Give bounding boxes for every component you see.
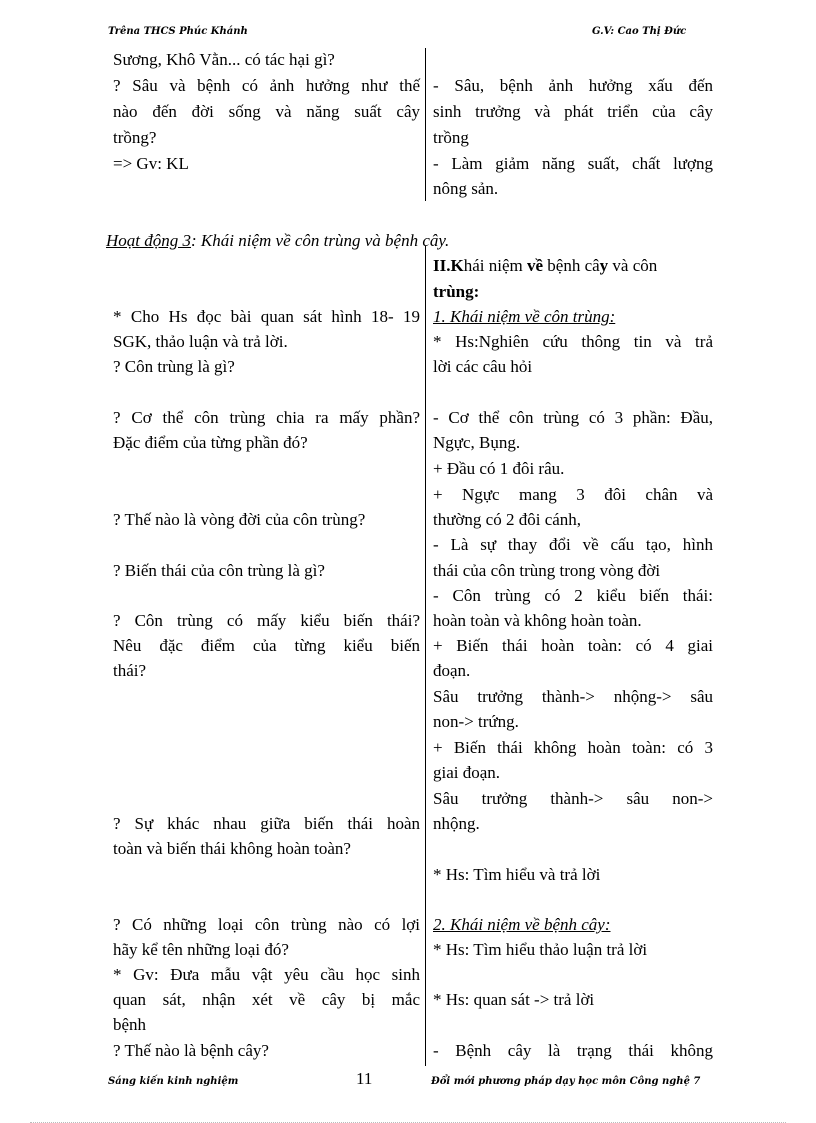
right-line-19: Sâu trưởng thành-> sâu non->	[433, 789, 713, 808]
right-line-9: - Là sự thay đổi về cấu tạo, hình	[433, 535, 713, 554]
left-line-16: quan sát, nhận xét về cây bị mắc	[113, 990, 420, 1009]
right-line-25: - Bệnh cây là trạng thái không	[433, 1041, 713, 1060]
right-line-13: + Biến thái hoàn toàn: có 4 giai	[433, 636, 713, 655]
left-line-12: toàn và biến thái không hoàn toàn?	[113, 839, 351, 858]
left-line-7: ? Biến thái của côn trùng là gì?	[113, 561, 325, 580]
right-line-7: + Ngực mang 3 đôi chân và	[433, 485, 713, 504]
left-line-5: Đặc điểm của từng phần đó?	[113, 433, 308, 452]
left-line-15: * Gv: Đưa mẫu vật yêu cầu học sinh	[113, 965, 420, 984]
footer-left: Sáng kiến kinh nghiệm	[108, 1076, 239, 1087]
right-line-4: - Cơ thể côn trùng có 3 phần: Đầu,	[433, 408, 713, 427]
top-left-line-1: Sương, Khô Vằn... có tác hại gì?	[113, 50, 335, 69]
column-divider-main	[425, 246, 426, 1066]
top-right-line-2: sinh trưởng và phát triển của cây	[433, 102, 713, 121]
activity-heading	[106, 228, 449, 253]
top-left-line-5: => Gv: KL	[113, 154, 189, 173]
section-title-text3: và côn	[608, 256, 658, 275]
right-line-5: Ngực, Bụng.	[433, 433, 521, 452]
right-line-18: giai đoạn.	[433, 763, 501, 782]
subheading-plant-disease: 2. Khái niệm về bệnh cây:	[433, 915, 611, 934]
footer-right: Đổi mới phương pháp dạy học môn Công nghệ 7	[431, 1076, 701, 1087]
activity-label: Hoạt động 3	[106, 231, 191, 250]
right-line-11: - Côn trùng có 2 kiểu biến thái:	[433, 586, 713, 605]
right-line-6: + Đầu có 1 đôi râu.	[433, 459, 565, 478]
left-line-2: SGK, thảo luận và trả lời.	[113, 332, 288, 351]
left-line-9: Nêu đặc điểm của từng kiểu biến	[113, 636, 420, 655]
top-left-line-3: nào đến đời sống và năng suất cây	[113, 102, 420, 121]
right-line-16: non-> trứng.	[433, 712, 519, 731]
right-line-10: thái của côn trùng trong vòng đời	[433, 561, 661, 580]
top-left-line-4: trồng?	[113, 128, 157, 147]
section-title-text2: bệnh câ	[543, 256, 600, 275]
right-line-20: nhộng.	[433, 814, 480, 833]
left-line-13: ? Có những loại côn trùng nào có lợi	[113, 915, 420, 934]
right-line-14: đoạn.	[433, 661, 471, 680]
right-line-24: * Hs: quan sát -> trả lời	[433, 990, 595, 1009]
right-line-12: hoàn toàn và không hoàn toàn.	[433, 611, 642, 630]
right-line-23: * Hs: Tìm hiểu thảo luận trả lời	[433, 940, 648, 959]
section-title-prefix: II.K	[433, 256, 464, 275]
right-line-3: lời các câu hỏi	[433, 357, 533, 376]
header-school: Trêna THCS Phúc Khánh	[108, 26, 248, 37]
column-divider-top	[425, 48, 426, 201]
left-line-4: ? Cơ thể côn trùng chia ra mấy phần?	[113, 408, 420, 427]
subheading-insects: 1. Khái niệm về côn trùng:	[433, 307, 616, 326]
left-line-1: * Cho Hs đọc bài quan sát hình 18- 19	[113, 307, 420, 326]
right-line-15: Sâu trưởng thành-> nhộng-> sâu	[433, 687, 713, 706]
section-title-bold2: y	[599, 256, 609, 275]
top-right-line-4: - Làm giảm năng suất, chất lượng	[433, 154, 713, 173]
header-teacher: G.V: Cao Thị Đức	[592, 26, 687, 37]
right-line-17: + Biến thái không hoàn toàn: có 3	[433, 738, 713, 757]
right-line-2: * Hs:Nghiên cứu thông tin và trả	[433, 332, 713, 351]
activity-text: : Khái niệm về côn trùng và bệnh cây.	[191, 231, 450, 250]
top-right-line-5: nông sản.	[433, 179, 499, 198]
left-line-14: hãy kể tên những loại đó?	[113, 940, 289, 959]
left-line-17: bệnh	[113, 1015, 147, 1034]
top-right-line-1: - Sâu, bệnh ảnh hưởng xấu đến	[433, 76, 713, 95]
left-line-18: ? Thế nào là bệnh cây?	[113, 1041, 269, 1060]
right-line-21: * Hs: Tìm hiểu và trả lời	[433, 865, 601, 884]
section-title-text: hái niệm	[463, 256, 527, 275]
left-line-8: ? Côn trùng có mấy kiểu biến thái?	[113, 611, 420, 630]
top-right-line-3: trồng	[433, 128, 469, 147]
left-line-6: ? Thế nào là vòng đời của côn trùng?	[113, 510, 366, 529]
section-title-bold1: về	[526, 256, 544, 275]
left-line-11: ? Sự khác nhau giữa biến thái hoàn	[113, 814, 420, 833]
section-title	[433, 253, 657, 278]
page-number: 11	[356, 1069, 373, 1088]
left-line-10: thái?	[113, 661, 147, 680]
top-left-line-2: ? Sâu và bệnh có ảnh hưởng như thế	[113, 76, 420, 95]
section-title-line-2: trùng:	[433, 282, 480, 301]
left-line-3: ? Côn trùng là gì?	[113, 357, 235, 376]
right-line-8: thường có 2 đôi cánh,	[433, 510, 582, 529]
